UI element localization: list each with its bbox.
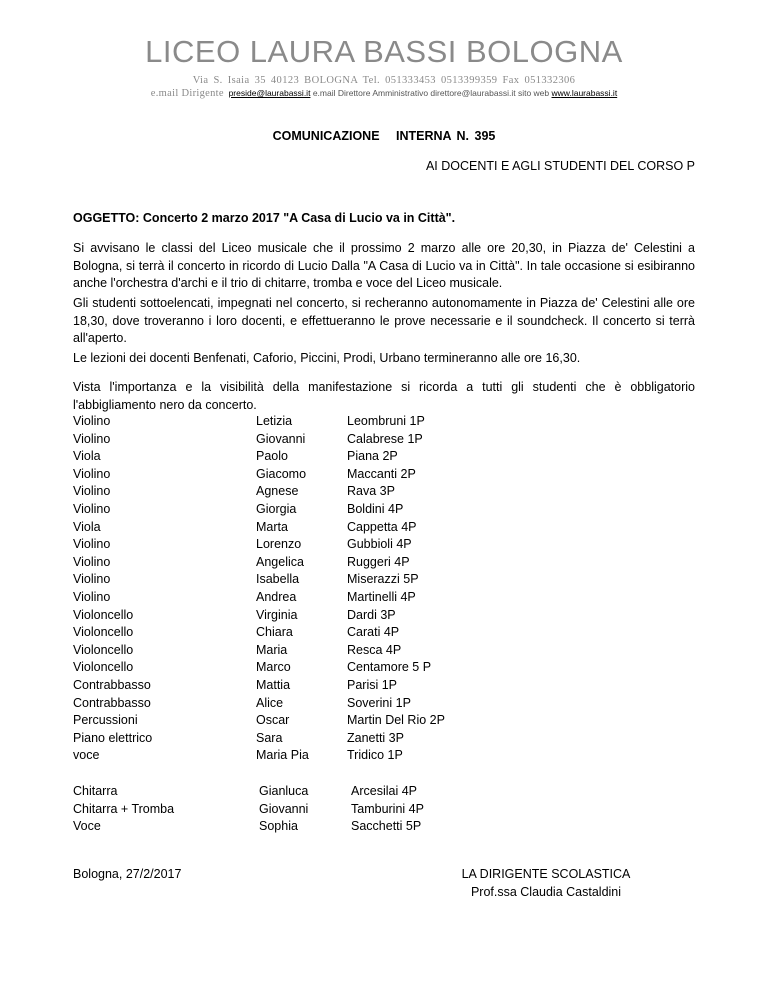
first-name-cell: Mattia [256,677,291,692]
first-name-cell: Agnese [256,484,299,499]
surname-class-cell: Carati 4P [347,625,400,640]
contact-line [0,88,768,99]
surname-class-cell: Soverini 1P [347,695,411,710]
trio-name-column [259,783,308,836]
instrument-cell: Violoncello [73,642,134,657]
instrument-cell: Violino [73,537,111,552]
surname-class-cell: Ruggeri 4P [347,554,410,569]
surname-class-cell: Tamburini 4P [351,801,424,816]
instrument-cell: Violino [73,484,111,499]
first-name-cell: Sara [256,730,283,745]
surname-class-cell: Zanetti 3P [347,730,404,745]
instrument-cell: Violino [73,466,111,481]
first-name-cell: Maria [256,642,288,657]
instrument-cell: Violino [73,554,111,569]
surname-class-cell: Sacchetti 5P [351,819,422,834]
orchestra-name-column [256,413,309,765]
signature-block [455,866,637,901]
first-name-cell: Giovanni [259,801,309,816]
surname-class-cell: Parisi 1P [347,677,398,692]
first-name-cell: Virginia [256,607,298,622]
instrument-cell: Contrabbasso [73,695,151,710]
surname-class-cell: Miserazzi 5P [347,572,419,587]
surname-class-cell: Arcesilai 4P [351,784,417,798]
first-name-cell: Giovanni [256,431,306,446]
first-name-cell: Gianluca [259,784,309,798]
instrument-cell: Viola [73,449,101,464]
place-date: Bologna, 27/2/2017 [73,867,182,881]
instrument-cell: Violino [73,589,111,604]
instrument-cell: Violino [73,572,111,587]
school-address: Via S. Isaia 35 40123 BOLOGNA Tel. 051333453 0513399359 Fax 051332306 [192,75,576,86]
surname-class-cell: Dardi 3P [347,607,396,622]
instrument-cell: Contrabbasso [73,677,151,692]
instrument-cell: Percussioni [73,713,138,728]
surname-class-cell: Martin Del Rio 2P [347,713,445,728]
trio-instrument-column [73,783,174,836]
first-name-cell: Sophia [259,819,298,834]
school-title: LICEO LAURA BASSI BOLOGNA [145,34,623,69]
email-dirigente-link[interactable]: preside@laurabassi.it [228,88,311,98]
subject-line: OGGETTO: Concerto 2 marzo 2017 "A Casa di Lucio va in Città". [73,211,456,225]
trio-surname-column [351,783,424,836]
surname-class-cell: Martinelli 4P [347,589,416,604]
instrument-cell: voce [73,748,100,763]
first-name-cell: Giorgia [256,501,297,516]
surname-class-cell: Piana 2P [347,449,398,464]
instrument-cell: Violino [73,414,111,428]
first-name-cell: Alice [256,695,284,710]
first-name-cell: Oscar [256,713,290,728]
signer-role: LA DIRIGENTE SCOLASTICA [461,867,631,881]
first-name-cell: Andrea [256,589,297,604]
instrument-cell: Viola [73,519,101,534]
surname-class-cell: Calabrese 1P [347,431,423,446]
instrument-cell: Piano elettrico [73,730,153,745]
first-name-cell: Marta [256,519,288,534]
orchestra-surname-column [347,413,445,765]
instrument-cell: Violino [73,501,111,516]
instrument-cell: Violoncello [73,607,134,622]
instrument-cell: Chitarra [73,784,118,798]
website-link[interactable]: www.laurabassi.it [551,88,618,98]
first-name-cell: Paolo [256,449,288,464]
surname-class-cell: Cappetta 4P [347,519,417,534]
email-dsga-text: e.mail Direttore Amministrativo direttore@laurabassi.it sito web [312,88,550,98]
signer-name: Prof.ssa Claudia Castaldini [470,884,622,899]
paragraph: Si avvisano le classi del Liceo musicale che il prossimo 2 marzo alle ore 20,30, in Piazza de' Celestini a Bologna, si terrà il concerto in ricordo di Lucio Dalla "A Casa di Lucio va in Città". In tale occasione si esibiranno anche l'orchestra d'archi e il trio di chitarre, tromba e voce del Liceo musicale. [73,241,695,291]
surname-class-cell: Rava 3P [347,484,395,499]
orchestra-instrument-column [73,413,152,765]
first-name-cell: Chiara [256,625,293,640]
paragraph: Vista l'importanza e la visibilità della manifestazione si ricorda a tutti gli studenti che è obbligatorio l'abbigliamento nero da concerto. [73,380,695,412]
surname-class-cell: Leombruni 1P [347,414,425,428]
surname-class-cell: Gubbioli 4P [347,537,412,552]
email-label: e.mail Dirigente [150,88,224,99]
instrument-cell: Violoncello [73,660,134,675]
surname-class-cell: Boldini 4P [347,501,404,516]
instrument-cell: Violino [73,431,111,446]
instrument-cell: Voce [73,819,101,834]
instrument-cell: Violoncello [73,625,134,640]
surname-class-cell: Resca 4P [347,642,402,657]
first-name-cell: Giacomo [256,466,307,481]
recipients: AI DOCENTI E AGLI STUDENTI DEL CORSO P [425,159,695,173]
first-name-cell: Angelica [256,554,304,569]
first-name-cell: Letizia [256,414,293,428]
first-name-cell: Lorenzo [256,537,302,552]
first-name-cell: Marco [256,660,291,675]
paragraph: Gli studenti sottoelencati, impegnati nel concerto, si recheranno autonomamente in Piazza de' Celestini alle ore 18,30, dove troveranno i loro docenti, e effettueranno le prove necessarie e il soundcheck. Il concerto si terrà all'aperto. [73,296,695,346]
instrument-cell: Chitarra + Tromba [73,801,175,816]
surname-class-cell: Maccanti 2P [347,466,416,481]
surname-class-cell: Tridico 1P [347,748,403,763]
surname-class-cell: Centamore 5 P [347,660,432,675]
paragraph: Le lezioni dei docenti Benfenati, Caforio, Piccini, Prodi, Urbano termineranno alle ore 16,30. [73,351,581,365]
first-name-cell: Isabella [256,572,300,587]
first-name-cell: Maria Pia [256,748,309,763]
communication-title: COMUNICAZIONE INTERNA N. 395 [272,129,496,143]
